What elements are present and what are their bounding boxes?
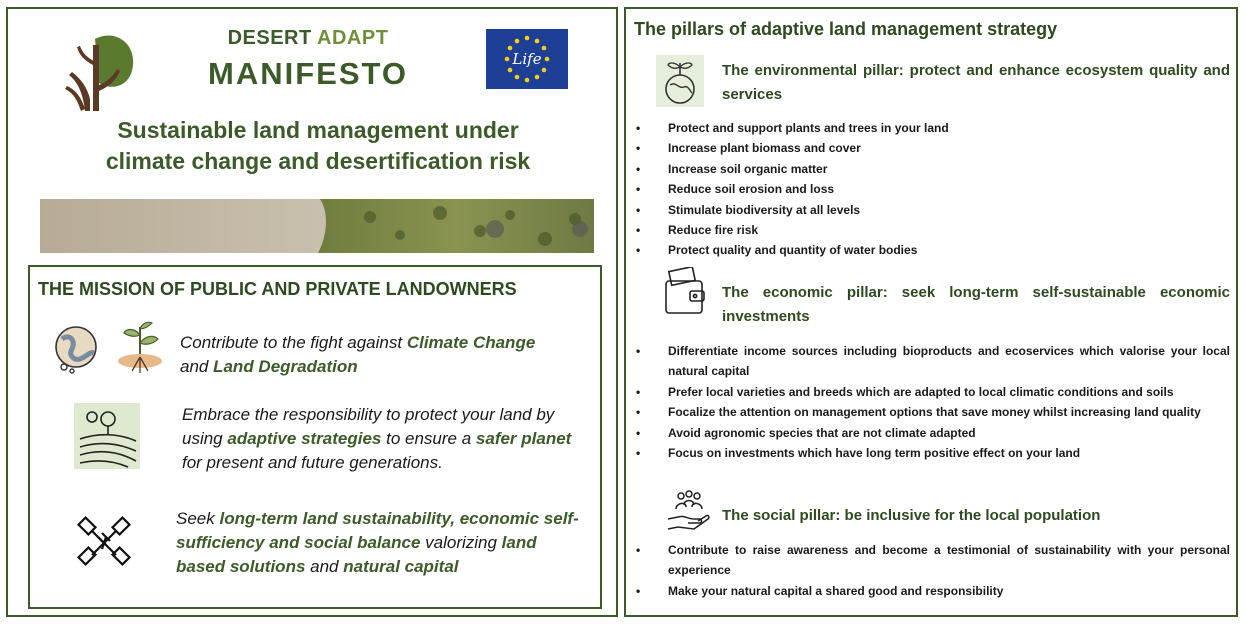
pillars-panel [624, 7, 1238, 617]
mission-item-3 [176, 507, 586, 579]
subtitle-line-1: Sustainable land management under [117, 117, 519, 143]
list-item: • Increase soil organic matter [634, 159, 1230, 179]
list-item: • Prefer local varieties and breeds which are adapted to local climatic conditions and soils [634, 382, 1230, 402]
brand-title [168, 27, 448, 92]
mission-item-1-highlight-b: Land Degradation [213, 357, 358, 376]
mission-item-2-text-c: for present and future generations. [182, 453, 443, 472]
mission-item-1-text-a: Contribute to the fight against [180, 333, 407, 352]
list-item: • Focalize the attention on management options that save money whilst increasing land quality [634, 402, 1230, 422]
list-item: • Differentiate income sources including bioproducts and ecoservices which valorise your local natural capital [634, 341, 1230, 382]
list-item: • Contribute to raise awareness and become a testimonial of sustainability with your personal experience [634, 540, 1230, 581]
list-item: • Focus on investments which have long term positive effect on your land [634, 443, 1230, 463]
list-item: • Stimulate biodiversity at all levels [634, 200, 1230, 220]
list-item: • Reduce soil erosion and loss [634, 179, 1230, 199]
list-item: • Increase plant biomass and cover [634, 138, 1230, 158]
mission-box [28, 265, 602, 609]
environmental-pillar-list [634, 118, 1230, 261]
economic-pillar-title: The economic pillar: seek long-term self-sustainable economic investments [722, 284, 1230, 325]
mission-item-1-text-b: and [180, 357, 214, 376]
mission-item-3-highlight-c: natural capital [343, 557, 459, 576]
mission-item-2 [182, 403, 582, 475]
list-item: • Protect quality and quantity of water bodies [634, 240, 1230, 260]
mission-item-1-highlight-a: Climate Change [406, 333, 536, 352]
mission-item-3-highlight-b: land based solutions [176, 533, 537, 576]
mission-item-3-text-a: Seek [176, 509, 220, 528]
earth-sprout-icon [656, 55, 704, 107]
mission-item-3-text-b: valorizing [420, 533, 502, 552]
brand-word-adapt: ADAPT [317, 27, 389, 49]
mission-item-3-highlight-a: long-term land sustainability, economic self-sufficiency and social balance [176, 509, 579, 552]
aerial-landscape-photo [40, 199, 594, 253]
mission-item-1 [180, 331, 590, 379]
mission-item-3-text-c: and [305, 557, 344, 576]
mission-title: THE MISSION OF PUBLIC AND PRIVATE LANDOWNERS [38, 279, 517, 299]
mission-item-2-text-b: to ensure a [381, 429, 476, 448]
brand-word-desert: DESERT [227, 27, 312, 49]
social-pillar-list [634, 540, 1230, 601]
handshake-icon [76, 513, 132, 569]
social-pillar-title: The social pillar: be inclusive for the local population [722, 507, 1101, 524]
list-item: • Avoid agronomic species that are not climate adapted [634, 423, 1230, 443]
mission-item-2-highlight-b: safer planet [475, 429, 572, 448]
economic-pillar-list [634, 341, 1230, 463]
manifesto-subtitle [48, 115, 588, 177]
brand-manifesto: MANIFESTO [208, 56, 408, 91]
environmental-pillar-title: The environmental pillar: protect and enhance ecosystem quality and services [722, 62, 1230, 103]
eu-life-text: Life [512, 50, 542, 68]
pillars-title: The pillars of adaptive land management strategy [634, 19, 1058, 39]
tree-logo-icon [63, 25, 143, 113]
seedling-soil-icon [114, 317, 166, 375]
manifesto-panel [6, 7, 618, 617]
mission-item-2-text-a: Embrace the responsibility to protect your land by using [182, 405, 555, 448]
hand-people-icon [666, 489, 712, 533]
eu-life-logo [486, 29, 568, 89]
degraded-earth-icon [50, 323, 102, 375]
list-item: • Reduce fire risk [634, 220, 1230, 240]
farm-field-tree-icon [74, 403, 140, 469]
list-item: • Protect and support plants and trees in your land [634, 118, 1230, 138]
wallet-money-icon [662, 267, 708, 319]
mission-item-2-highlight-a: adaptive strategies [227, 429, 382, 448]
list-item: • Make your natural capital a shared good and responsibility [634, 581, 1230, 601]
subtitle-line-2: climate change and desertification risk [105, 148, 531, 174]
